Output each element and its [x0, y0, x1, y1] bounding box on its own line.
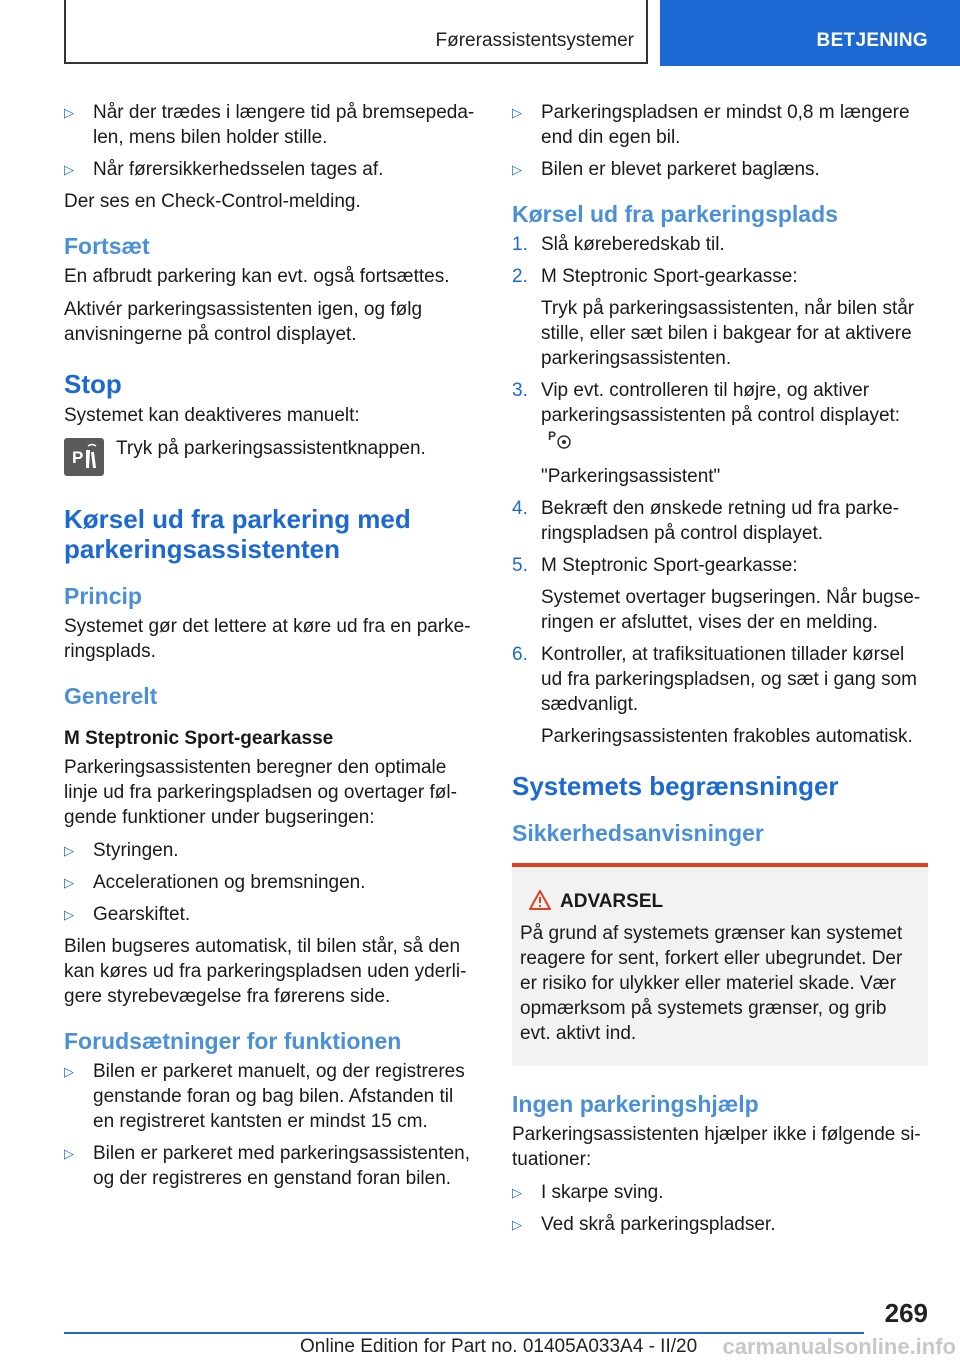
- warning-text: På grund af systemets grænser kan systemet reagere for sent, forkert eller ubegrundet. Der er risiko for ulykker eller materiel skade. Vær opmærksom på systemets grænser, og grib evt. aktivt ind.: [520, 923, 903, 1044]
- paragraph: En afbrudt parkering kan evt. også fortsættes.: [64, 266, 450, 287]
- list-item: ▷ Bilen er blevet parkeret baglæns.: [512, 159, 820, 180]
- paragraph: Systemet gør det lettere at køre ud fra en parkeringsplads.: [64, 616, 471, 662]
- warning-heading: ADVARSEL: [520, 891, 920, 913]
- triangle-bullet-icon: ▷: [64, 1146, 74, 1161]
- heading-korsel-plads: Kørsel ud fra parkeringsplads: [512, 201, 838, 227]
- list-item: ▷ Parkeringspladsen er mindst 0,8 m længere end din egen bil.: [512, 102, 910, 148]
- triangle-bullet-icon: ▷: [64, 162, 74, 177]
- left-column: [64, 100, 476, 1198]
- step-subtext: Systemet overtager bugseringen. Når bugseringen er afsluttet, vises der en melding.: [541, 587, 921, 633]
- list-item: ▷ Når førersikkerhedsselen tages af.: [64, 159, 384, 180]
- header-section-label: BETJENING: [816, 30, 928, 51]
- triangle-bullet-icon: ▷: [64, 907, 74, 922]
- heading-korsel-ud: Kørsel ud fra parkering med parkeringsassistenten: [64, 504, 411, 564]
- step-item: 4. Bekræft den ønskede retning ud fra parkeringspladsen på control displayet.: [512, 498, 900, 544]
- step-subtext: Parkeringsassistenten frakobles automatisk.: [541, 726, 913, 747]
- paragraph: Bilen bugseres automatisk, til bilen står, så den kan køres ud fra parkeringspladsen uden yderligere styrebevægelse fra førerens side.: [64, 936, 467, 1007]
- watermark: carmanualsonline.info: [722, 1334, 956, 1359]
- list-item: ▷ Gearskiftet.: [64, 904, 191, 925]
- triangle-bullet-icon: ▷: [64, 1064, 74, 1079]
- triangle-bullet-icon: ▷: [64, 875, 74, 890]
- page-number: 269: [884, 1298, 928, 1328]
- svg-text:P: P: [72, 448, 84, 467]
- list-item: ▷ Bilen er parkeret manuelt, og der registreres genstande foran og bag bilen. Afstanden til en registreret kantsten er mindst 15 cm.: [64, 1061, 465, 1132]
- heading-forudsaetninger: Forudsætninger for funktionen: [64, 1028, 402, 1054]
- triangle-bullet-icon: ▷: [512, 162, 522, 177]
- step-item: 3. Vip evt. controlleren til højre, og aktiver parkeringsassistenten på control displayet: P: [512, 378, 928, 457]
- triangle-bullet-icon: ▷: [512, 105, 522, 120]
- paragraph: Der ses en Check-Control-melding.: [64, 191, 361, 212]
- triangle-bullet-icon: ▷: [64, 843, 74, 858]
- step-subtext: Tryk på parkeringsassistenten, når bilen står stille, eller sæt bilen i bakgear for at aktivere parkeringsassistenten.: [541, 298, 915, 369]
- triangle-bullet-icon: ▷: [512, 1217, 522, 1232]
- list-item: ▷ Bilen er parkeret med parkeringsassistenten, og der registreres en genstand foran bilen.: [64, 1143, 471, 1189]
- step-item: 5. M Steptronic Sport-gearkasse:: [512, 555, 798, 576]
- icon-instruction: P Tryk på parkeringsassistentknappen.: [64, 436, 476, 478]
- heading-fortsaet: Fortsæt: [64, 233, 150, 259]
- header-section-tab[interactable]: [660, 0, 960, 66]
- step-item: 2. M Steptronic Sport-gearkasse:: [512, 266, 798, 287]
- step-subtext: "Parkeringsassistent": [541, 466, 721, 487]
- heading-begraensninger: Systemets begrænsninger: [512, 771, 839, 801]
- list-item: ▷ Når der trædes i længere tid på bremsepedalen, mens bilen holder stille.: [64, 102, 475, 148]
- step-item: 1. Slå køreberedskab til.: [512, 234, 725, 255]
- parking-assistant-button-icon: [64, 438, 104, 476]
- heading-generelt: Generelt: [64, 683, 158, 709]
- paragraph: Systemet kan deaktiveres manuelt:: [64, 405, 360, 426]
- parking-assistant-display-icon: [547, 428, 573, 457]
- page-header: [0, 0, 960, 68]
- warning-box: [512, 863, 928, 1066]
- footer-edition: Online Edition for Part no. 01405A033A4 - II/20: [300, 1336, 698, 1357]
- paragraph: Parkeringsassistenten hjælper ikke i følgende situationer:: [512, 1124, 921, 1170]
- bold-label: M Steptronic Sport-gearkasse: [64, 728, 334, 749]
- triangle-bullet-icon: ▷: [64, 105, 74, 120]
- paragraph: Aktivér parkeringsassistenten igen, og følg anvisningerne på control displayet.: [64, 299, 423, 345]
- heading-ingen-hjaelp: Ingen parkeringshjælp: [512, 1091, 759, 1117]
- paragraph: Parkeringsassistenten beregner den optimale linje ud fra parkeringspladsen og overtager følgende funktioner under bugseringen:: [64, 757, 457, 828]
- list-item: ▷ Ved skrå parkeringspladser.: [512, 1214, 776, 1235]
- triangle-bullet-icon: ▷: [512, 1185, 522, 1200]
- heading-sikkerhed: Sikkerhedsanvisninger: [512, 820, 764, 846]
- header-title: Førerassistentsystemer: [435, 30, 634, 51]
- heading-princip: Princip: [64, 583, 142, 609]
- heading-stop: Stop: [64, 369, 122, 399]
- warning-triangle-icon: [528, 889, 552, 911]
- header-title-box: [64, 0, 648, 64]
- list-item: ▷ Accelerationen og bremsningen.: [64, 872, 366, 893]
- step-item: 6. Kontroller, at trafiksituationen tillader kørsel ud fra parkeringspladsen, og sæt i gang som sædvanligt.: [512, 644, 917, 715]
- list-item: ▷ I skarpe sving.: [512, 1182, 664, 1203]
- svg-text:P: P: [548, 429, 557, 443]
- right-column: [512, 100, 928, 1244]
- list-item: ▷ Styringen.: [64, 840, 179, 861]
